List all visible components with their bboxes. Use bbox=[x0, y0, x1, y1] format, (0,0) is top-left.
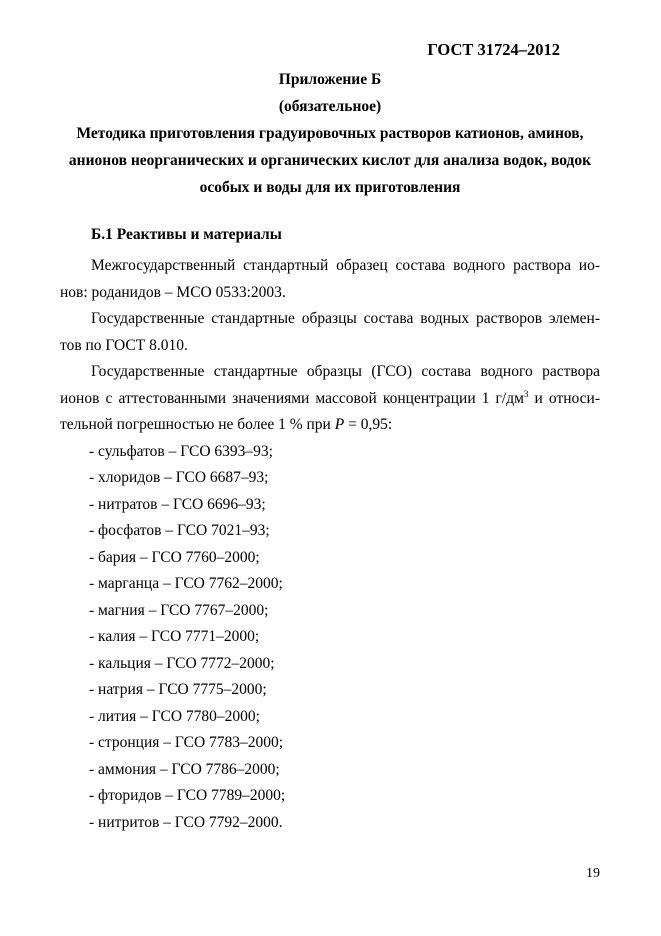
paragraph-1-line-2: нов: роданидов – МСО 0533:2003. bbox=[60, 283, 286, 301]
list-item: - нитратов – ГСО 6696–93; bbox=[89, 495, 266, 513]
list-item: - марганца – ГСО 7762–2000; bbox=[89, 575, 283, 592]
paragraph-3-line-2 bbox=[60, 386, 600, 413]
list-item: - магния – ГСО 7767–2000; bbox=[89, 601, 269, 619]
variable-p: P bbox=[334, 416, 345, 433]
paragraph-3-line-3-text-b: = 0,95: bbox=[344, 416, 393, 433]
page-number: 19 bbox=[586, 866, 600, 881]
paragraph-3 bbox=[60, 359, 600, 439]
paragraph-3-line-3-text-a: тельной погрешностью не более 1 % при bbox=[60, 416, 335, 433]
list-item: - нитритов – ГСО 7792–2000. bbox=[89, 813, 283, 831]
list-item: - фторидов – ГСО 7789–2000; bbox=[89, 787, 286, 804]
list-item: - бария – ГСО 7760–2000; bbox=[89, 548, 260, 566]
section-body bbox=[60, 253, 600, 836]
list-item: - фосфатов – ГСО 7021–93; bbox=[89, 522, 270, 539]
paragraph-2 bbox=[60, 306, 600, 359]
superscript-3: 3 bbox=[523, 388, 529, 399]
section-heading: Б.1 Реактивы и материалы bbox=[91, 226, 282, 243]
paragraph-3-line-3 bbox=[60, 416, 392, 433]
list-item: - калия – ГСО 7771–2000; bbox=[89, 628, 260, 645]
appendix-status: (обязательное) bbox=[278, 98, 382, 115]
paragraph-1-line-1: Межгосударственный стандартный образец состава водного раствора ио- bbox=[91, 257, 600, 274]
list-item: - сульфатов – ГСО 6393–93; bbox=[89, 442, 273, 460]
list-item: - стронция – ГСО 7783–2000; bbox=[89, 734, 284, 751]
list-item: - аммония – ГСО 7786–2000; bbox=[89, 760, 280, 778]
list-item: - кальция – ГСО 7772–2000; bbox=[89, 654, 275, 672]
paragraph-3-line-1: Государственные стандартные образцы (ГСО) состава водного раствора bbox=[91, 363, 600, 380]
paragraph-2-line-2: тов по ГОСТ 8.010. bbox=[60, 336, 188, 354]
appendix-heading-block bbox=[60, 66, 600, 201]
appendix-heading-line-1: Методика приготовления градуировочных растворов катионов, аминов, bbox=[76, 125, 584, 142]
paragraph-1 bbox=[60, 253, 600, 306]
paragraph-2-line-1: Государственные стандартные образцы состава водных растворов элемен- bbox=[91, 310, 600, 327]
paragraph-3-line-2-text-a: ионов с аттестованными значениями массовой концентрации 1 г/дм bbox=[60, 389, 524, 407]
reagent-list bbox=[60, 439, 600, 837]
list-item: - лития – ГСО 7780–2000; bbox=[89, 707, 260, 725]
list-item: - хлоридов – ГСО 6687–93; bbox=[89, 469, 269, 486]
appendix-heading-line-2: анионов неорганических и органических кислот для анализа водок, водок bbox=[68, 152, 592, 169]
list-item: - натрия – ГСО 7775–2000; bbox=[89, 681, 267, 698]
paragraph-3-line-2-text-b: и относи- bbox=[528, 389, 600, 407]
appendix-heading-line-3: особых и воды для их приготовления bbox=[199, 179, 461, 196]
appendix-title: Приложение Б bbox=[278, 71, 382, 88]
document-code: ГОСТ 31724–2012 bbox=[427, 40, 560, 59]
